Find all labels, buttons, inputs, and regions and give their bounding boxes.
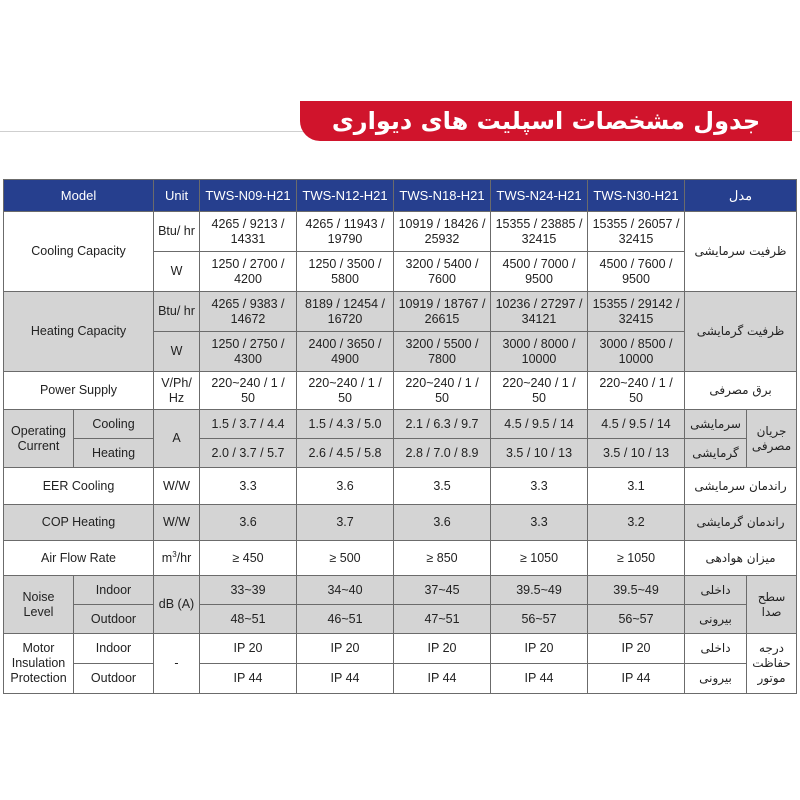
eer-label: EER Cooling xyxy=(4,468,154,505)
power-2: 220~240 / 1 / 50 xyxy=(297,372,394,410)
current-label-fa: جریان مصرفی xyxy=(747,410,797,468)
protection-indoor-label: Indoor xyxy=(74,634,154,664)
noise-outdoor-2: 46~51 xyxy=(297,605,394,634)
cop-2: 3.7 xyxy=(297,505,394,541)
airflow-1: ≥ 450 xyxy=(200,541,297,576)
airflow-row xyxy=(4,541,797,576)
protection-unit: - xyxy=(154,634,200,694)
page-title xyxy=(300,101,792,175)
cop-label: COP Heating xyxy=(4,505,154,541)
noise-indoor-2: 34~40 xyxy=(297,576,394,605)
protection-indoor-row xyxy=(4,634,797,664)
cooling-label-fa: ظرفیت سرمایشی xyxy=(685,212,797,292)
current-cooling-2: 1.5 / 4.3 / 5.0 xyxy=(297,410,394,439)
current-heating-1: 2.0 / 3.7 / 5.7 xyxy=(200,439,297,468)
heating-btu-row xyxy=(4,292,797,332)
eer-4: 3.3 xyxy=(491,468,588,505)
header-model-1: TWS-N09-H21 xyxy=(200,180,297,212)
cooling-btu-1: 4265 / 9213 / 14331 xyxy=(200,212,297,252)
airflow-5: ≥ 1050 xyxy=(588,541,685,576)
cooling-btu-2: 4265 / 11943 / 19790 xyxy=(297,212,394,252)
power-4: 220~240 / 1 / 50 xyxy=(491,372,588,410)
protection-outdoor-label: Outdoor xyxy=(74,664,154,694)
cooling-w-1: 1250 / 2700 / 4200 xyxy=(200,252,297,292)
protection-outdoor-fa: بیرونی xyxy=(685,664,747,694)
cooling-label: Cooling Capacity xyxy=(4,212,154,292)
header-model: Model xyxy=(4,180,154,212)
heating-w-4: 3000 / 8000 / 10000 xyxy=(491,332,588,372)
cooling-unit-w: W xyxy=(154,252,200,292)
cop-label-fa: راندمان گرمایشی xyxy=(685,505,797,541)
protection-outdoor-1: IP 44 xyxy=(200,664,297,694)
cop-3: 3.6 xyxy=(394,505,491,541)
header-unit: Unit xyxy=(154,180,200,212)
airflow-unit-rest: /hr xyxy=(176,550,192,565)
noise-indoor-row xyxy=(4,576,797,605)
eer-row xyxy=(4,468,797,505)
header-model-2: TWS-N12-H21 xyxy=(297,180,394,212)
airflow-unit xyxy=(154,541,200,576)
protection-outdoor-2: IP 44 xyxy=(297,664,394,694)
noise-indoor-5: 39.5~49 xyxy=(588,576,685,605)
title-english: 3D Inverter xyxy=(465,147,621,175)
airflow-unit-sup: 3 xyxy=(172,549,177,559)
cooling-w-3: 3200 / 5400 / 7600 xyxy=(394,252,491,292)
current-heating-row xyxy=(4,439,797,468)
header-model-fa: مدل xyxy=(685,180,797,212)
cooling-btu-5: 15355 / 26057 / 32415 xyxy=(588,212,685,252)
noise-outdoor-label: Outdoor xyxy=(74,605,154,634)
protection-indoor-3: IP 20 xyxy=(394,634,491,664)
heating-btu-4: 10236 / 27297 / 34121 xyxy=(491,292,588,332)
noise-outdoor-1: 48~51 xyxy=(200,605,297,634)
protection-outdoor-4: IP 44 xyxy=(491,664,588,694)
power-5: 220~240 / 1 / 50 xyxy=(588,372,685,410)
cooling-w-4: 4500 / 7000 / 9500 xyxy=(491,252,588,292)
eer-5: 3.1 xyxy=(588,468,685,505)
power-unit: V/Ph/ Hz xyxy=(154,372,200,410)
protection-indoor-5: IP 20 xyxy=(588,634,685,664)
cop-row xyxy=(4,505,797,541)
noise-outdoor-3: 47~51 xyxy=(394,605,491,634)
noise-outdoor-4: 56~57 xyxy=(491,605,588,634)
protection-indoor-2: IP 20 xyxy=(297,634,394,664)
airflow-unit-base: m xyxy=(161,550,173,565)
eer-3: 3.5 xyxy=(394,468,491,505)
heating-label: Heating Capacity xyxy=(4,292,154,372)
current-heating-2: 2.6 / 4.5 / 5.8 xyxy=(297,439,394,468)
heating-btu-5: 15355 / 29142 / 32415 xyxy=(588,292,685,332)
cooling-btu-3: 10919 / 18426 / 25932 xyxy=(394,212,491,252)
current-unit: A xyxy=(154,410,200,468)
noise-indoor-1: 33~39 xyxy=(200,576,297,605)
cop-1: 3.6 xyxy=(200,505,297,541)
heating-w-2: 2400 / 3650 / 4900 xyxy=(297,332,394,372)
noise-indoor-3: 37~45 xyxy=(394,576,491,605)
noise-indoor-fa: داخلی xyxy=(685,576,747,605)
current-heating-3: 2.8 / 7.0 / 8.9 xyxy=(394,439,491,468)
protection-indoor-1: IP 20 xyxy=(200,634,297,664)
protection-outdoor-3: IP 44 xyxy=(394,664,491,694)
noise-outdoor-fa: بیرونی xyxy=(685,605,747,634)
airflow-label-fa: میزان هوادهی xyxy=(685,541,797,576)
cop-unit: W/W xyxy=(154,505,200,541)
current-cooling-1: 1.5 / 3.7 / 4.4 xyxy=(200,410,297,439)
current-cooling-row xyxy=(4,410,797,439)
current-label: Operating Current xyxy=(4,410,74,468)
protection-outdoor-5: IP 44 xyxy=(588,664,685,694)
heating-unit-btu: Btu/ hr xyxy=(154,292,200,332)
noise-outdoor-5: 56~57 xyxy=(588,605,685,634)
heating-btu-1: 4265 / 9383 / 14672 xyxy=(200,292,297,332)
spec-table xyxy=(3,179,797,694)
current-cooling-label: Cooling xyxy=(74,410,154,439)
cooling-w-5: 4500 / 7600 / 9500 xyxy=(588,252,685,292)
power-1: 220~240 / 1 / 50 xyxy=(200,372,297,410)
protection-label: Motor Insulation Protection xyxy=(4,634,74,694)
power-label-fa: برق مصرفی xyxy=(685,372,797,410)
power-row xyxy=(4,372,797,410)
header-model-3: TWS-N18-H21 xyxy=(394,180,491,212)
heating-w-3: 3200 / 5500 / 7800 xyxy=(394,332,491,372)
protection-outdoor-row xyxy=(4,664,797,694)
cooling-btu-row xyxy=(4,212,797,252)
protection-label-fa: درجه حفاظت موتور xyxy=(747,634,797,694)
heating-unit-w: W xyxy=(154,332,200,372)
header-model-4: TWS-N24-H21 xyxy=(491,180,588,212)
current-heating-label: Heating xyxy=(74,439,154,468)
cooling-btu-4: 15355 / 23885 / 32415 xyxy=(491,212,588,252)
current-cooling-5: 4.5 / 9.5 / 14 xyxy=(588,410,685,439)
heating-w-5: 3000 / 8500 / 10000 xyxy=(588,332,685,372)
noise-label: Noise Level xyxy=(4,576,74,634)
cop-5: 3.2 xyxy=(588,505,685,541)
noise-outdoor-row xyxy=(4,605,797,634)
eer-1: 3.3 xyxy=(200,468,297,505)
noise-indoor-4: 39.5~49 xyxy=(491,576,588,605)
current-cooling-fa: سرمایشی xyxy=(685,410,747,439)
eer-2: 3.6 xyxy=(297,468,394,505)
airflow-2: ≥ 500 xyxy=(297,541,394,576)
cooling-unit-btu: Btu/ hr xyxy=(154,212,200,252)
power-label: Power Supply xyxy=(4,372,154,410)
heating-label-fa: ظرفیت گرمایشی xyxy=(685,292,797,372)
current-heating-fa: گرمایشی xyxy=(685,439,747,468)
noise-indoor-label: Indoor xyxy=(74,576,154,605)
heating-w-1: 1250 / 2750 / 4300 xyxy=(200,332,297,372)
current-heating-5: 3.5 / 10 / 13 xyxy=(588,439,685,468)
title-persian: جدول مشخصات اسپلیت های دیواری xyxy=(331,107,761,135)
eer-unit: W/W xyxy=(154,468,200,505)
cop-4: 3.3 xyxy=(491,505,588,541)
airflow-3: ≥ 850 xyxy=(394,541,491,576)
current-heating-4: 3.5 / 10 / 13 xyxy=(491,439,588,468)
current-cooling-3: 2.1 / 6.3 / 9.7 xyxy=(394,410,491,439)
protection-indoor-4: IP 20 xyxy=(491,634,588,664)
airflow-4: ≥ 1050 xyxy=(491,541,588,576)
heating-btu-2: 8189 / 12454 / 16720 xyxy=(297,292,394,332)
airflow-label: Air Flow Rate xyxy=(4,541,154,576)
eer-label-fa: راندمان سرمایشی xyxy=(685,468,797,505)
power-3: 220~240 / 1 / 50 xyxy=(394,372,491,410)
header-model-5: TWS-N30-H21 xyxy=(588,180,685,212)
current-cooling-4: 4.5 / 9.5 / 14 xyxy=(491,410,588,439)
cooling-w-2: 1250 / 3500 / 5800 xyxy=(297,252,394,292)
protection-indoor-fa: داخلی xyxy=(685,634,747,664)
noise-label-fa: سطح صدا xyxy=(747,576,797,634)
heating-btu-3: 10919 / 18767 / 26615 xyxy=(394,292,491,332)
header-row xyxy=(4,180,797,212)
noise-unit: dB (A) xyxy=(154,576,200,634)
title-banner xyxy=(0,95,800,175)
